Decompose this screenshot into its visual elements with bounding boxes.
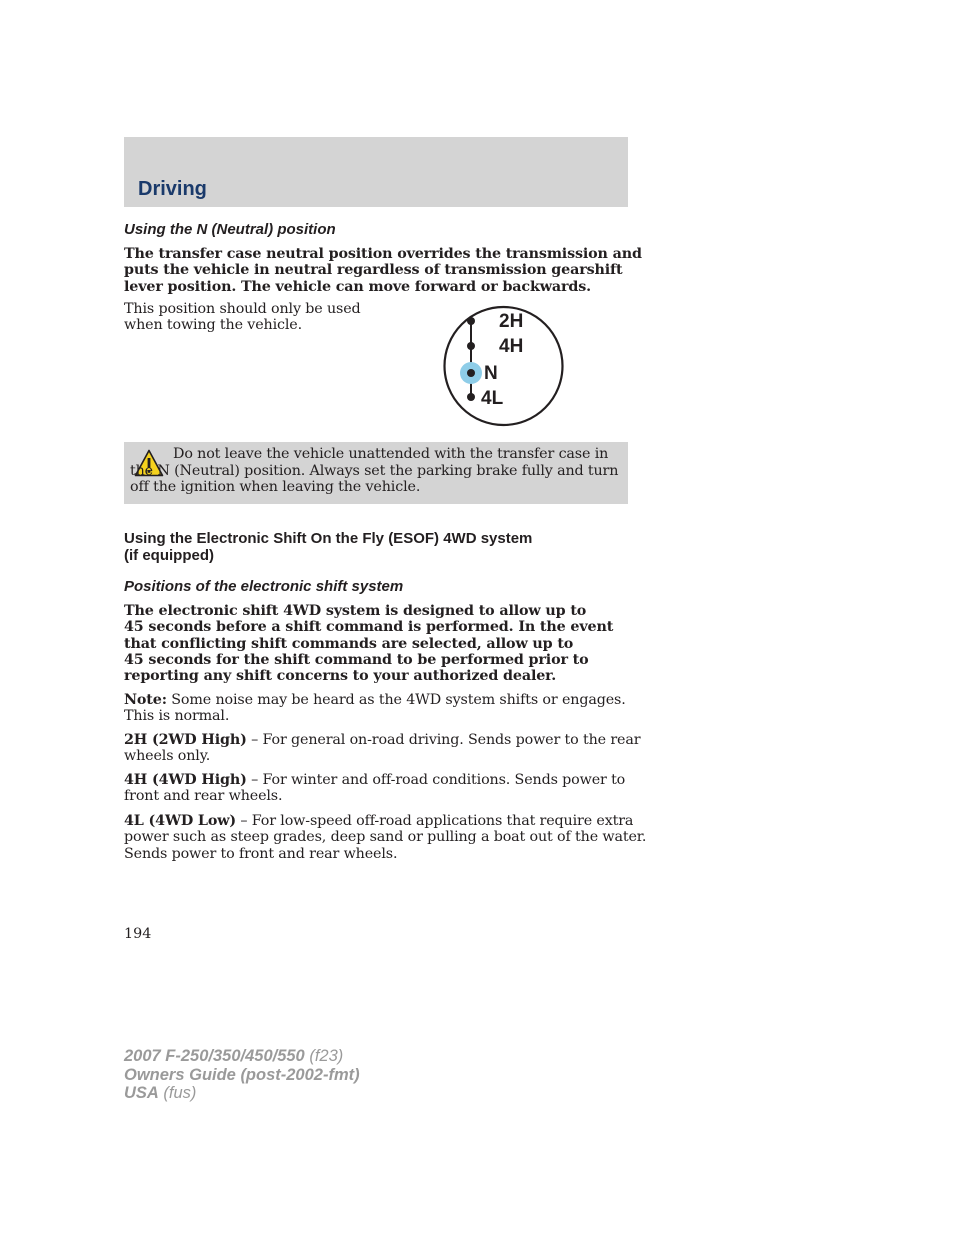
position-label-4l: 4L — [481, 388, 504, 409]
position-dot-n — [467, 369, 475, 377]
mode-2h-description: 2H (2WD High) – For general on-road driving. Sends power to the rear wheels only. — [124, 732, 641, 765]
position-dot-4l — [467, 393, 475, 401]
neutral-body-paragraph: This position should only be used when towing the vehicle. — [124, 301, 361, 334]
mode-4h-term: 4H (4WD High) — [124, 772, 247, 788]
section-header — [124, 137, 628, 207]
position-label-n: N — [484, 363, 498, 384]
transfer-case-shift-diagram — [442, 305, 566, 427]
warning-text: Do not leave the vehicle unattended with the transfer case in the N (Neutral) position. Always set the parking brake fully and turn off the ignition when leaving the vehicle. — [130, 446, 619, 495]
neutral-bold-paragraph: The transfer case neutral position overrides the transmission and puts the vehicle in neutral regardless of transmission gearshift lever position. The vehicle can move forward or backwards. — [124, 246, 642, 295]
document-footer: 2007 F-250/350/450/550 (f23) Owners Guide (post-2002-fmt) USA (fus) — [124, 1047, 360, 1102]
position-dot-4h — [467, 342, 475, 350]
mode-4l-description: 4L (4WD Low) – For low-speed off-road applications that require extra power such as steep grades, deep sand or pulling a boat out of the water. Sends power to front and rear wheels. — [124, 813, 647, 862]
position-label-2h: 2H — [499, 311, 524, 332]
mode-4l-term: 4L (4WD Low) — [124, 813, 236, 829]
mode-4h-description: 4H (4WD High) – For winter and off-road conditions. Sends power to front and rear wheels. — [124, 772, 626, 805]
warning-box — [124, 442, 628, 504]
neutral-heading: Using the N (Neutral) position — [124, 221, 336, 238]
note-paragraph: Note: Some noise may be heard as the 4WD system shifts or engages. This is normal. — [124, 692, 626, 725]
position-label-4h: 4H — [499, 336, 524, 357]
note-label: Note: — [124, 692, 167, 708]
page-number: 194 — [124, 926, 152, 942]
esof-bold-paragraph: The electronic shift 4WD system is designed to allow up to 45 seconds before a shift command is performed. In the event that conflicting shift commands are selected, allow up to 45 seconds for the shift command to be performed prior to reporting any shift concerns to your authorized dealer. — [124, 603, 614, 685]
mode-2h-term: 2H (2WD High) — [124, 732, 247, 748]
page-title: Driving — [138, 178, 207, 200]
electronic-shift-positions-subheading: Positions of the electronic shift system — [124, 578, 404, 595]
esof-heading: Using the Electronic Shift On the Fly (ESOF) 4WD system (if equipped) — [124, 530, 533, 564]
position-dot-2h — [467, 317, 475, 325]
